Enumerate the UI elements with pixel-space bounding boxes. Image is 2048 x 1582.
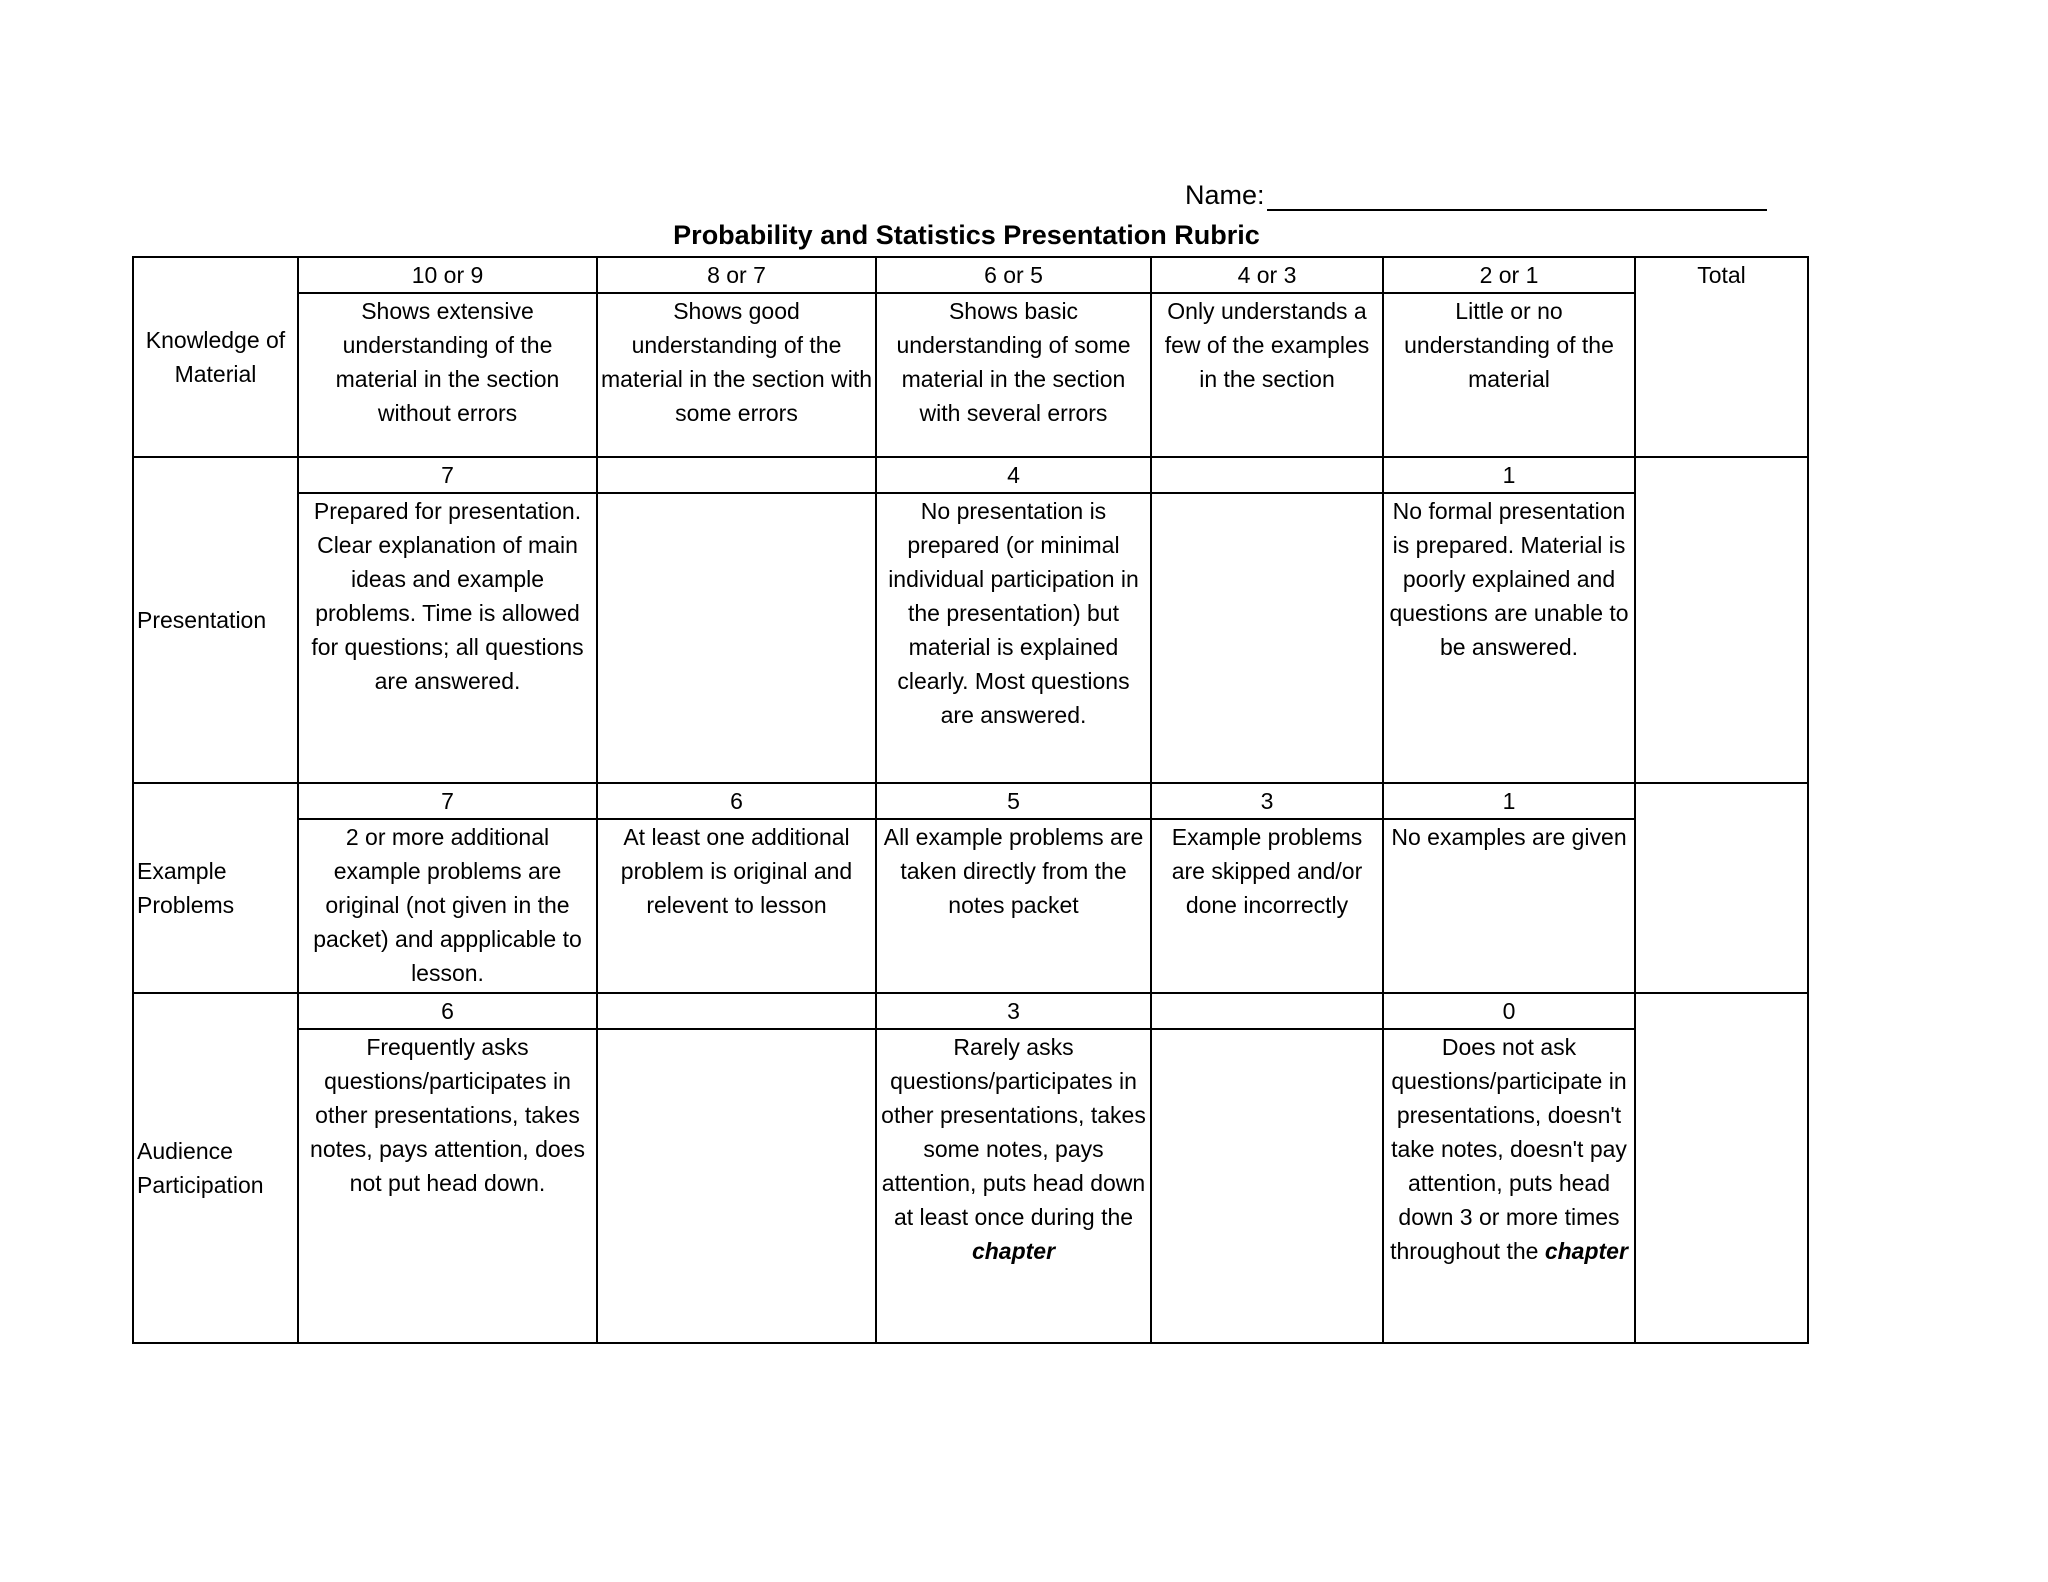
name-field [1185, 180, 1767, 211]
score-cell [597, 457, 876, 493]
score-cell: 3 [1151, 783, 1383, 819]
description-cell: No formal presentation is prepared. Material is poorly explained and questions are unable to be answered. [1383, 493, 1635, 783]
name-blank-line[interactable] [1267, 187, 1767, 211]
score-cell: 8 or 7 [597, 257, 876, 293]
score-cell [597, 993, 876, 1029]
description-text: Rarely asks questions/participates in other presentations, takes some notes, pays attention, puts head down at least once during the [881, 1034, 1146, 1230]
rubric-row-presentation-descriptions [133, 493, 1808, 783]
score-cell: 6 [597, 783, 876, 819]
score-cell: 6 or 5 [876, 257, 1151, 293]
emphasis-word: chapter [1544, 1238, 1628, 1264]
score-cell: 5 [876, 783, 1151, 819]
score-cell: 7 [298, 783, 597, 819]
document-title: Probability and Statistics Presentation Rubric [673, 220, 1260, 250]
total-cell[interactable] [1635, 783, 1808, 993]
rubric-row-audience-scores [133, 993, 1808, 1029]
rubric-row-examples-descriptions [133, 819, 1808, 993]
description-cell: Shows basic understanding of some material in the section with several errors [876, 293, 1151, 457]
score-cell: 4 or 3 [1151, 257, 1383, 293]
description-cell: At least one additional problem is original and relevent to lesson [597, 819, 876, 993]
score-cell: 1 [1383, 457, 1635, 493]
total-cell[interactable] [1635, 457, 1808, 783]
description-cell: Frequently asks questions/participates in other presentations, takes notes, pays attention, does not put head down. [298, 1029, 597, 1343]
total-header: Total [1635, 257, 1808, 457]
score-cell: 0 [1383, 993, 1635, 1029]
description-cell [597, 493, 876, 783]
score-cell: 6 [298, 993, 597, 1029]
description-cell: No presentation is prepared (or minimal individual participation in the presentation) but material is explained clearly. Most questions are answered. [876, 493, 1151, 783]
score-cell: 7 [298, 457, 597, 493]
total-cell[interactable] [1635, 993, 1808, 1343]
description-text: Does not ask questions/participate in presentations, doesn't take notes, doesn't pay attention, puts head down 3 or more times throughout the [1390, 1034, 1627, 1264]
score-cell: 4 [876, 457, 1151, 493]
description-cell: Shows extensive understanding of the material in the section without errors [298, 293, 597, 457]
score-cell [1151, 457, 1383, 493]
rubric-row-knowledge-scores [133, 257, 1808, 293]
description-cell: Little or no understanding of the material [1383, 293, 1635, 457]
name-label: Name: [1185, 180, 1265, 210]
description-cell: No examples are given [1383, 819, 1635, 993]
score-cell: 3 [876, 993, 1151, 1029]
rubric-row-audience-descriptions [133, 1029, 1808, 1343]
rubric-table [132, 256, 1809, 1344]
rubric-row-presentation-scores [133, 457, 1808, 493]
rubric-row-examples-scores [133, 783, 1808, 819]
description-cell [1383, 1029, 1635, 1343]
score-cell: 10 or 9 [298, 257, 597, 293]
score-cell: 1 [1383, 783, 1635, 819]
description-cell [1151, 1029, 1383, 1343]
description-cell: Shows good understanding of the material in the section with some errors [597, 293, 876, 457]
description-cell: Example problems are skipped and/or done incorrectly [1151, 819, 1383, 993]
category-audience-participation: Audience Participation [133, 993, 298, 1343]
description-cell: Only understands a few of the examples in the section [1151, 293, 1383, 457]
description-cell: 2 or more additional example problems are original (not given in the packet) and appplicable to lesson. [298, 819, 597, 993]
description-cell: All example problems are taken directly from the notes packet [876, 819, 1151, 993]
category-knowledge: Knowledge of Material [133, 257, 298, 457]
category-presentation: Presentation [133, 457, 298, 783]
description-cell: Prepared for presentation. Clear explanation of main ideas and example problems. Time is allowed for questions; all questions are answered. [298, 493, 597, 783]
emphasis-word: chapter [971, 1238, 1056, 1264]
score-cell [1151, 993, 1383, 1029]
description-cell [876, 1029, 1151, 1343]
description-cell [597, 1029, 876, 1343]
description-cell [1151, 493, 1383, 783]
score-cell: 2 or 1 [1383, 257, 1635, 293]
category-example-problems: Example Problems [133, 783, 298, 993]
rubric-row-knowledge-descriptions [133, 293, 1808, 457]
